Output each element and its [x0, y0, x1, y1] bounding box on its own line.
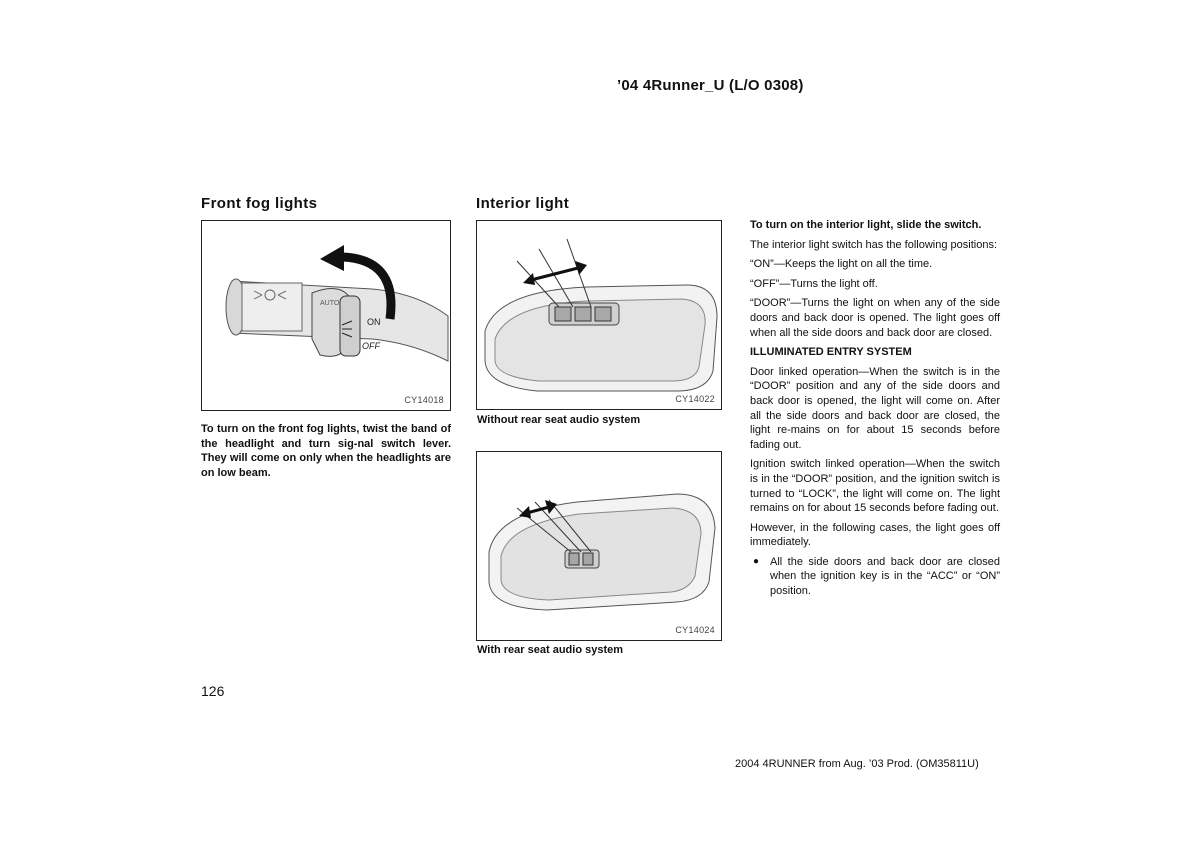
- fog-light-switch-figure: [201, 220, 451, 411]
- figure-code-cy14024: CY14024: [675, 625, 715, 635]
- caption-with-rear-audio: With rear seat audio system: [477, 644, 624, 656]
- bullet-text: All the side doors and back door are closed when the ignition key is in the “ACC” or “ON” position.: [770, 555, 1000, 598]
- position-on-text: “ON”—Keeps the light on all the time.: [750, 258, 933, 271]
- interior-light-figure-2: [476, 451, 722, 641]
- fog-light-instructions: To turn on the front fog lights, twist the band of the headlight and turn sig-nal switch lever. They will come on only when the headlights are on low beam.: [201, 423, 451, 479]
- ignition-linked-operation-text: Ignition switch linked operation—When the switch is in the “DOOR” position, and the ignition switch is turned to “LOCK”, the light will come on. The light remains on for about 15 seconds before fading out.: [750, 458, 1000, 515]
- interior-light-illustration-2: [477, 452, 721, 640]
- document-header: ’04 4Runner_U (L/O 0308): [617, 77, 804, 94]
- document-footer: 2004 4RUNNER from Aug. ’03 Prod. (OM35811U): [735, 758, 979, 770]
- illuminated-entry-heading: ILLUMINATED ENTRY SYSTEM: [750, 346, 912, 359]
- caption-without-rear-audio: Without rear seat audio system: [477, 414, 641, 426]
- position-door-text: “DOOR”—Turns the light on when any of the side doors and back door is opened. The light goes off when all the side doors and back door are closed.: [750, 297, 1000, 339]
- fog-label-auto: AUTO: [320, 300, 340, 307]
- interior-light-text-column: [750, 218, 1000, 599]
- bullet-icon: ●: [753, 555, 760, 567]
- bullet-item: [750, 555, 1000, 599]
- interior-light-intro: To turn on the interior light, slide the switch.: [750, 219, 982, 231]
- figure-code-cy14018: CY14018: [404, 395, 444, 405]
- section-title-front-fog-lights: Front fog lights: [201, 195, 318, 212]
- interior-light-illustration-1: [477, 221, 721, 409]
- section-title-interior-light: Interior light: [476, 195, 570, 212]
- fog-light-lever-illustration: [202, 221, 450, 410]
- fog-label-off: OFF: [362, 341, 380, 351]
- fog-label-on: ON: [367, 317, 381, 327]
- figure-code-cy14022: CY14022: [675, 394, 715, 404]
- position-off-text: “OFF”—Turns the light off.: [750, 277, 878, 290]
- page-number: 126: [201, 683, 225, 699]
- door-linked-operation-text: Door linked operation—When the switch is in the “DOOR” position and any of the side doors and back door is opened, the light will come on. After all the side doors and back door are closed, the light re-mains on for about 15 seconds before fading out.: [750, 365, 1000, 451]
- immediate-off-intro: However, in the following cases, the light goes off immediately.: [750, 521, 1000, 549]
- switch-positions-intro: The interior light switch has the following positions:: [750, 238, 998, 251]
- interior-light-figure-1: [476, 220, 722, 410]
